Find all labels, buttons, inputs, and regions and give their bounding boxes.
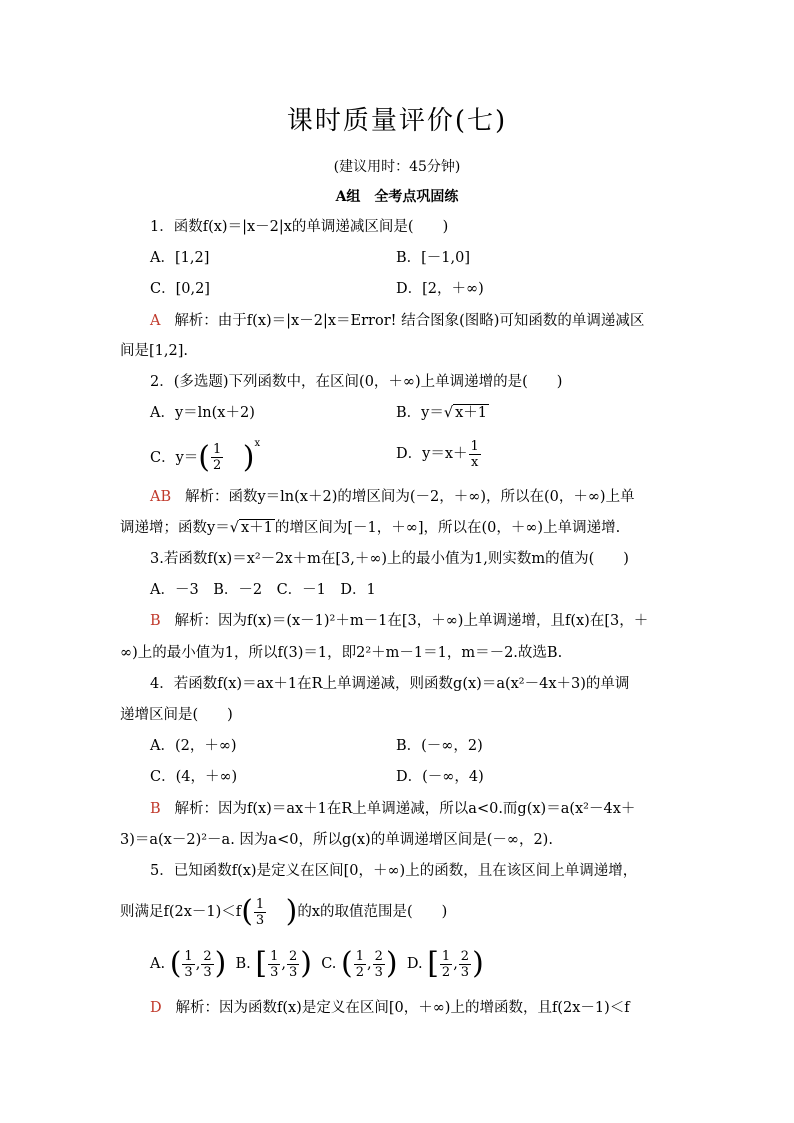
frac-den: 3	[460, 964, 470, 980]
frac-den: 3	[270, 964, 279, 980]
q2-answer-key: AB	[150, 489, 172, 505]
q2-d-fraction	[469, 439, 481, 470]
q1-option-c: C．[0,2]	[150, 281, 210, 297]
time-suggestion: (建议用时：45分钟)	[333, 159, 461, 175]
q4-option-c: C．(4，＋∞)	[150, 769, 238, 785]
paren-left: (	[241, 894, 253, 929]
q4-stem-line1: 4．若函数f(x)＝ax＋1在R上单调递减，则函数g(x)＝a(x²－4x＋3)的单调	[150, 676, 630, 692]
frac-num: 1	[355, 948, 365, 964]
q1-solution-text: 解析：由于f(x)＝|x－2|x＝Error! 结合图象(图略)可知函数的单调递减区	[174, 313, 645, 329]
frac-den: 3	[289, 964, 298, 980]
q4-option-b: B．(－∞，2)	[396, 738, 483, 754]
q2-solution-line1	[150, 487, 635, 507]
q1-option-b: B．[－1,0]	[396, 250, 471, 266]
group-heading: A组 全考点巩固练	[335, 189, 459, 205]
q5-options: A. ( $\frac{1}{3}$ , $\frac{2}{3}$ ) B. [ $\frac{1}{3}$ , $\frac{2}{3}$ ) C. ( $\frac{1}{2}$ , $\frac{2}{3}$ ) D. [ $\frac{1}{2}$ , $\frac{2}{3}$ )	[150, 946, 484, 981]
q4-solution-text: 解析：因为f(x)＝ax＋1在R上单调递减，所以a<0.而g(x)＝a(x²－4x＋	[174, 801, 636, 817]
q3-answer-key: B	[150, 613, 161, 629]
q2-b-radicand: x＋1	[455, 405, 488, 421]
frac-den: 3	[203, 964, 212, 980]
q4-answer-key: B	[150, 801, 161, 817]
q2-sol2-b: 的增区间为[－1，＋∞]，所以在(0，＋∞)上单调递增.	[274, 520, 621, 536]
q1-answer-key: A	[150, 313, 161, 329]
q4-solution-line2: 3)＝a(x－2)²－a. 因为a<0，所以g(x)的单调递增区间是(－∞，2).	[120, 832, 553, 848]
frac-num: 2	[374, 948, 383, 964]
q2-d-num: 1	[470, 438, 479, 454]
q5-solution-line1	[150, 998, 630, 1018]
q2-sol2-a: 调递增；函数y＝	[120, 520, 230, 536]
frac-den: 3	[184, 964, 193, 980]
q5-stem-den: 3	[255, 912, 265, 928]
q2-solution-text: 解析：函数y＝ln(x＋2)的增区间为(－2，＋∞)，所以在(0，＋∞)上单	[184, 489, 635, 505]
frac-num: 1	[270, 948, 279, 964]
frac-den: 2	[355, 964, 365, 980]
q3-stem: 3.若函数f(x)＝x²－2x＋m在[3,＋∞)上的最小值为1,则实数m的值为( )	[150, 551, 629, 567]
q2-d-den: x	[470, 454, 479, 470]
q2-option-b: B．y＝√ x＋1	[396, 405, 488, 421]
q5-opt-a-label: A.	[150, 956, 166, 972]
q2-solution-line2: 调递增；函数y＝√ x＋1 的增区间为[－1，＋∞]，所以在(0，＋∞)上单调递增.	[120, 520, 621, 536]
q2-c-exponent: x	[254, 438, 261, 449]
q5-stem-num: 1	[255, 896, 265, 912]
paren-right: )	[285, 894, 298, 929]
frac-num: 2	[460, 948, 470, 964]
frac-den: 3	[374, 964, 383, 980]
frac-num: 1	[184, 948, 193, 964]
q2-stem: 2．(多选题)下列函数中，在区间(0，＋∞)上单调递增的是( )	[150, 374, 563, 390]
q2-sol2-radicand: x＋1	[240, 520, 273, 536]
paren-left: (	[198, 439, 211, 475]
q1-option-d: D．[2，＋∞)	[396, 281, 484, 297]
q4-option-a: A．(2，＋∞)	[150, 738, 237, 754]
q5-opt-c-label: C.	[321, 956, 337, 972]
q3-solution-line1	[150, 611, 648, 631]
q2-c-den: 2	[213, 458, 222, 474]
q1-stem: 1．函数f(x)＝|x－2|x的单调递减区间是( )	[150, 219, 449, 235]
q5-stem-a: 则满足f(2x－1)＜f	[120, 904, 242, 920]
q5-opt-b-label: B.	[235, 956, 251, 972]
q5-stem-b: 的x的取值范围是( )	[297, 904, 448, 920]
q5-stem-line2	[120, 894, 447, 930]
q2-c-prefix: C．y＝	[150, 449, 199, 466]
frac-num: 2	[289, 948, 298, 964]
q2-option-d	[396, 436, 482, 472]
frac-den: 2	[441, 964, 451, 980]
q1-solution-line1	[150, 311, 644, 331]
q4-solution-line1	[150, 799, 635, 819]
q2-option-a: A．y＝ln(x＋2)	[150, 405, 255, 421]
q2-d-prefix: D．y＝x＋	[396, 446, 468, 462]
q1-option-a: A．[1,2]	[150, 250, 210, 266]
q2-option-c	[150, 436, 260, 476]
page-title: 课时质量评价(七)	[286, 106, 508, 136]
q3-solution-text: 解析：因为f(x)＝(x－1)²＋m－1在[3，＋∞)上单调递增，且f(x)在[3，＋	[174, 613, 649, 629]
frac-num: 2	[203, 948, 212, 964]
q3-options: A．－3 B．－2 C．－1 D．1	[150, 582, 376, 598]
q4-option-d: D．(－∞，4)	[396, 769, 484, 785]
paren-right: )	[242, 439, 255, 475]
q5-stem-line1: 5．已知函数f(x)是定义在区间[0，＋∞)上的函数，且在该区间上单调递增，	[150, 863, 638, 879]
q4-stem-line2: 递增区间是( )	[120, 707, 233, 723]
q5-answer-key: D	[150, 1000, 162, 1016]
q2-b-prefix: B．y＝	[396, 405, 444, 421]
q2-c-num: 1	[213, 442, 222, 458]
q5-opt-d-label: D.	[406, 956, 423, 972]
q3-solution-line2: ∞)上的最小值为1，所以f(3)＝1，即2²＋m－1＝1，m＝－2.故选B.	[120, 645, 563, 661]
q5-solution-text: 解析：因为函数f(x)是定义在区间[0，＋∞)上的增函数，且f(2x－1)＜f	[175, 1000, 630, 1016]
q5-stem-fraction	[254, 897, 266, 928]
frac-num: 1	[441, 948, 451, 964]
q1-solution-line2: 间是[1,2].	[120, 343, 188, 359]
q2-c-fraction	[211, 442, 223, 473]
